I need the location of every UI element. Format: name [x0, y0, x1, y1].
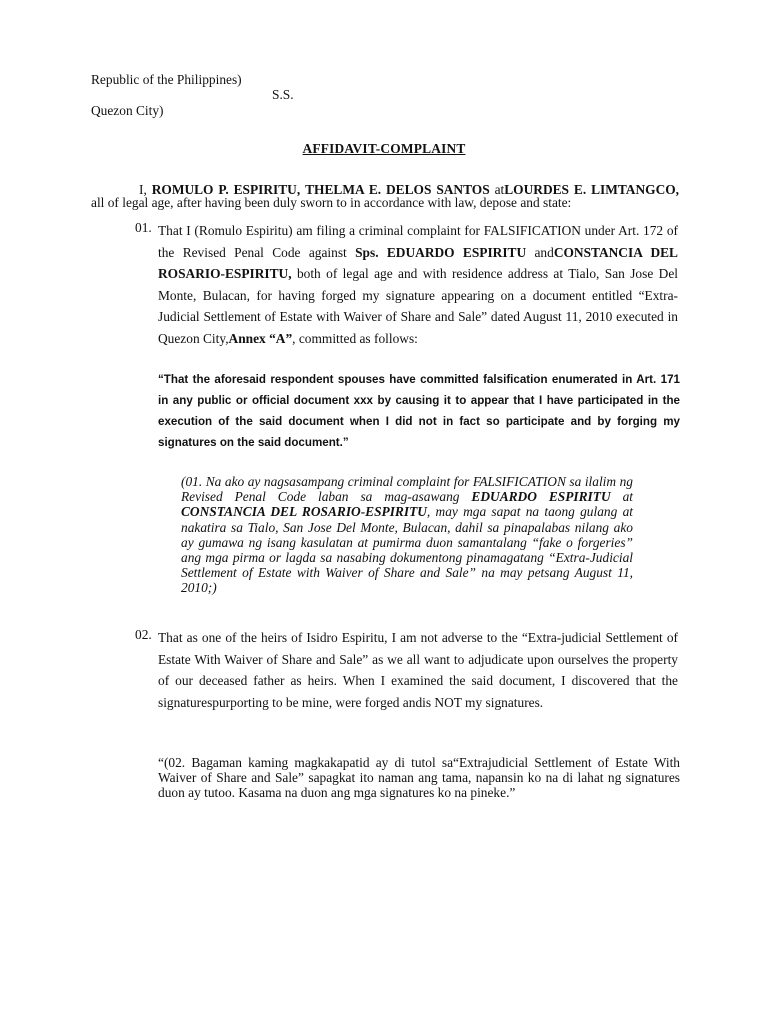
para1-text-d: , committed as follows:	[292, 330, 418, 346]
affiant-name-2: THELMA E. DELOS SANTOS	[305, 182, 490, 197]
tagalog1-name-2: CONSTANCIA DEL ROSARIO-ESPIRITU	[181, 504, 427, 520]
caption-republic: Republic of the Philippines)	[91, 72, 242, 87]
paragraph-number-02: 02.	[135, 627, 152, 642]
intro-sep-2: at	[489, 182, 505, 197]
intro-paragraph	[91, 183, 679, 209]
para1-text-b: and	[526, 244, 554, 260]
tagalog1-text-b: at	[610, 489, 633, 505]
intro-lead: I,	[139, 182, 152, 197]
tagalog-translation-01	[181, 474, 633, 596]
para1-text-c: both of legal age and with residence address at Tialo, San Jose Del Monte, Bulacan, for having forged my signature appearing on a document entitled “Extra-Judicial Settlement of Estate with Waiver of Share and Sale” dated August 11, 2010 executed in Quezon City,	[158, 266, 678, 346]
falsification-quote: “That the aforesaid respondent spouses have committed falsification enumerated in Art. 171 in any public or official document xxx by causing it to appear that I have participated in the execution of the said document when I did not in fact so participate and by forging my signatures on the said document.”	[158, 373, 680, 449]
respondent-name-1: Sps. EDUARDO ESPIRITU	[355, 244, 527, 260]
para1-text-a: That I (Romulo Espiritu) am filing a criminal complaint for FALSIFICATION under Art. 172 of the Revised Penal Code against	[158, 223, 678, 260]
annex-reference: Annex “A”	[228, 330, 293, 346]
tagalog-translation-02: “(02. Bagaman kaming magkakapatid ay di tutol sa“Extrajudicial Settlement of Estate With Waiver of Share and Sale” sapagkat ito naman ang tama, napansin ko na di lahat ng signatures duon ay tutoo. Kasama na duon ang mga signatures ko na pineke.”	[158, 755, 680, 800]
document-title: AFFIDAVIT-COMPLAINT	[302, 141, 466, 156]
intro-rest: all of legal age, after having been duly sworn to in accordance with law, depose and state:	[91, 195, 572, 210]
tagalog1-text-c: , may mga sapat na taong gulang at nakatira sa Tialo, San Jose Del Monte, Bulacan, dahil sa pinapalabas nilang ako ay gumawa ng isang kasulatan at pumirma duon samantalang “fake o forgeries” ang mga pirma or lagda sa nasabing dokumentong pinamagatang “Extra-Judicial Settlement of Estate with Waiver of Share and Sale” na may petsang August 11, 2010;)	[181, 504, 633, 596]
paragraph-01	[158, 220, 678, 350]
paragraph-number-01: 01.	[135, 220, 152, 235]
tagalog1-name-1: EDUARDO ESPIRITU	[471, 489, 611, 505]
paragraph-02: That as one of the heirs of Isidro Espiritu, I am not adverse to the “Extra-judicial Settlement of Estate With Waiver of Share and Sale” as we all want to adjudicate upon ourselves the property of our deceased father as heirs. When I examined the said document, I discovered that the signaturespurporting to be mine, were forged andis NOT my signatures.	[158, 630, 678, 710]
affiant-name-1: ROMULO P. ESPIRITU,	[151, 182, 301, 197]
caption-ss: S.S.	[272, 87, 294, 102]
respondent-name-2: CONSTANCIA DEL ROSARIO-ESPIRITU,	[158, 244, 678, 282]
tagalog1-text-a: (01. Na ako ay nagsasampang criminal complaint for FALSIFICATION sa ilalim ng Revised Penal Code laban sa mag-asawang	[181, 474, 633, 505]
affiant-name-3: LOURDES E. LIMTANGCO,	[504, 182, 680, 197]
caption-city: Quezon City)	[91, 103, 164, 118]
